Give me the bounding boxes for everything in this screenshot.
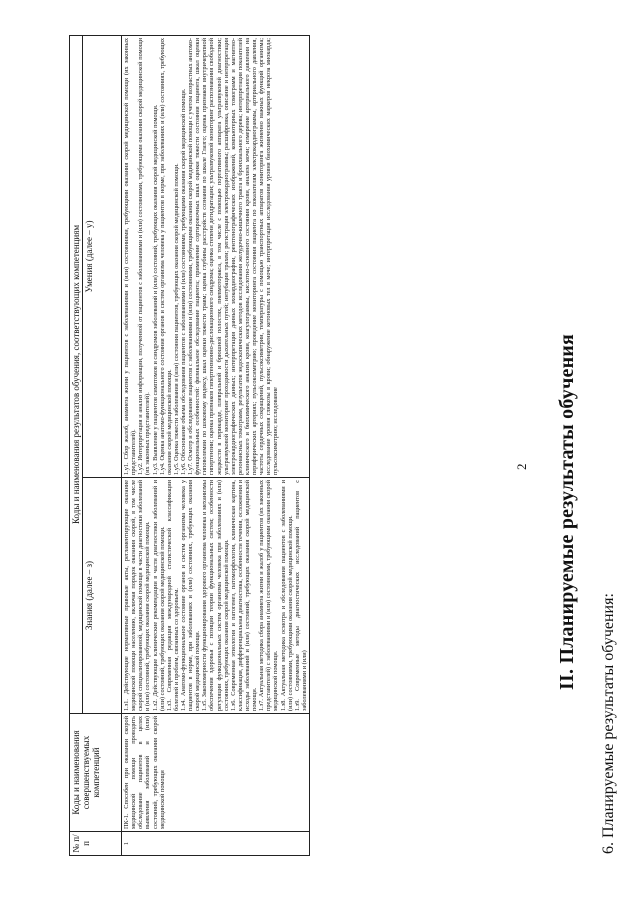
skills-cell [122, 36, 310, 478]
header-knowledge: Знания (далее – з) [83, 478, 122, 714]
knowledge-item: 1.з4. Анатомо-функциональное состояние органов и систем организма человека у пациентов в норме, при заболеваниях и (или) состояниях, требующих оказания скорой медицинской помощи. [180, 480, 202, 711]
header-num: № п/п [70, 832, 122, 856]
skill-item: 1.у7. Осмотр и обследование пациентов с заболеваниями и (или) состояниями, требующими оказания скорой медицинской помощи с учетом возрастных анатомо-функциональных особенностей: физикальное обследование пациента; применение сортировочных шкал оценки тяжести состояния пациента, шкал оценки гиповолемии по шоковому индексу, шкал оценки тяжести травм; оценка глубины расстройств сознания по шкале Глазго; оценка признаков внутричерепной гипертензии; оценка признаков гипертензионно-дислокационного синдрома; оценка степени дегидратации; ультразвуковой мониторинг распознавания свободной жидкости в перикарде, плевральной и брюшной полостях, пневмоторакса, в том числе с помощью портативного аппарата ультразвуковой диагностики; ультразвуковой мониторинг проходимости дыхательных путей; интубации трахеи; регистрация электрокардиограммы; расшифровка, описание и интерпретация электрокардиографических данных; интерпретация данных эхокардиографии, рентгенографических изображений, компьютерных томограмм и магнитно-резонансных томограмм, результатов эндоскопических методов исследования желудочно-кишечного тракта и бронхиального дерева; интерпретация показателей клинического и биохимического анализа крови, коагулограммы, кислотно-основного состояния крови, анализа мочи; измерение артериального давления на периферических артериях; пульсоксиметрию; проведение мониторинга состояния пациента по показателям электрокардиограммы, артериального давления, частоты сердечных сокращений, пульсоксиметрии, температуры с помощью транспортных аппаратов мониторинга жизненно важных функций организма; исследование уровня глюкозы в крови; обнаружение кетоновых тел в моче; интерпретация исследования уровня биохимических маркеров некроза миокарда; пульсоксиметрию; исследование [187, 38, 280, 475]
knowledge-item: 1.з9. Современные методы диагностических исследований пациентов с заболеваниями и (или) [293, 480, 308, 711]
skill-item: 1.у6. Обоснование объема обследования пациентов с заболеваниями и (или) состояниями, требующими оказания скорой медицинской помощи. [180, 88, 188, 475]
knowledge-item: 1.з7. Актуальная методика сбора анамнеза жизни и жалоб у пациентов (их законных представителей) с заболеваниями и (или) состояниями, требующими оказания скорой медицинской помощи. [258, 480, 280, 711]
header-learning-results: Коды и наименования результатов обучения, соответствующих компетенциям [70, 36, 83, 714]
skill-item: 1.у3. Выявление у пациентов симптомов и синдромов заболеваний и (или) состояний, требующих оказания скорой медицинской помощи. [151, 104, 159, 475]
row-num: 1 [122, 832, 310, 856]
header-competence-codes: Коды и наименования совершенствуемых компетенций [70, 714, 122, 832]
skill-item: 1.у5. Оценка тяжести заболевания и (или) состояния пациентов, требующих оказания скорой медицинской помощи. [172, 163, 180, 475]
knowledge-item: 1.з1. Действующие нормативные правовые акты, регламентирующие оказание медицинской помощи населению, включая порядок оказания скорой, в том числе скорой специализированной, медицинской помощи в части диагностики заболеваний и (или) состояний, требующих оказания скорой медицинской помощи. [123, 480, 152, 711]
subtitle: 6. Планируемые результаты обучения: [600, 593, 617, 854]
competence-cell: ПК-1. Способен при оказании скорой медицинской помощи проводить обследование пациентов в целях выявления заболеваний и (или) состояний, требующих оказания скорой медицинской помощи [122, 714, 310, 832]
knowledge-item: 1.з5. Закономерности функционирования здорового организма человека и механизмы обеспечения здоровья с позиции теории функциональных систем; особенности регуляции функциональных систем организма человека при заболеваниях и (или) состояниях, требующих оказания скорой медицинской помощи. [201, 480, 230, 711]
table-header-row [70, 36, 83, 856]
knowledge-item: 1.з6. Современная этиология и патогенез, патоморфология, клиническая картина, классификация, дифференциальная диагностика, особенности течения, осложнения и исходы заболеваний и (или) состояний, требующих оказания скорой медицинской помощи. [229, 480, 259, 711]
knowledge-item: 1.з2. Действующие клинические рекомендации в части диагностики заболеваний и (или) состояний, требующих оказания скорой медицинской помощи. [151, 480, 166, 711]
skill-item: 1.у2. Интерпретация и анализ информации, полученной от пациентов с заболеваниями и (или) состояниями, требующими оказания скорой медицинской помощи (их законных представителей). [137, 38, 152, 475]
section-title: II. Планируемые результаты обучения [556, 333, 578, 690]
knowledge-cell [122, 478, 310, 714]
rotated-sheet [36, 18, 636, 878]
page-number: 2 [514, 463, 529, 470]
skill-item: 1.у1. Сбор жалоб, анамнеза жизни у пациентов с заболеваниями и (или) состояниями, требующими оказания скорой медицинской помощи (их законных представителей). [123, 38, 138, 475]
header-skills: Умения (далее – у) [83, 36, 122, 478]
skill-item: 1.у4. Оценка анатомо-функционального состояния органов и систем организма человека у пациентов в норме, при заболеваниях и (или) состояниях, требующих оказания скорой медицинской помощи. [158, 38, 173, 475]
knowledge-item: 1.з3. Современная редакция международной статистической классификации болезней и проблем, связанных со здоровьем. [165, 480, 180, 711]
table-row [122, 36, 310, 856]
results-table [69, 35, 310, 856]
knowledge-item: 1.з8. Актуальная методика осмотра и обследования пациентов с заболеваниями и (или) состояниями, требующими оказания скорой медицинской помощи. [279, 480, 294, 711]
